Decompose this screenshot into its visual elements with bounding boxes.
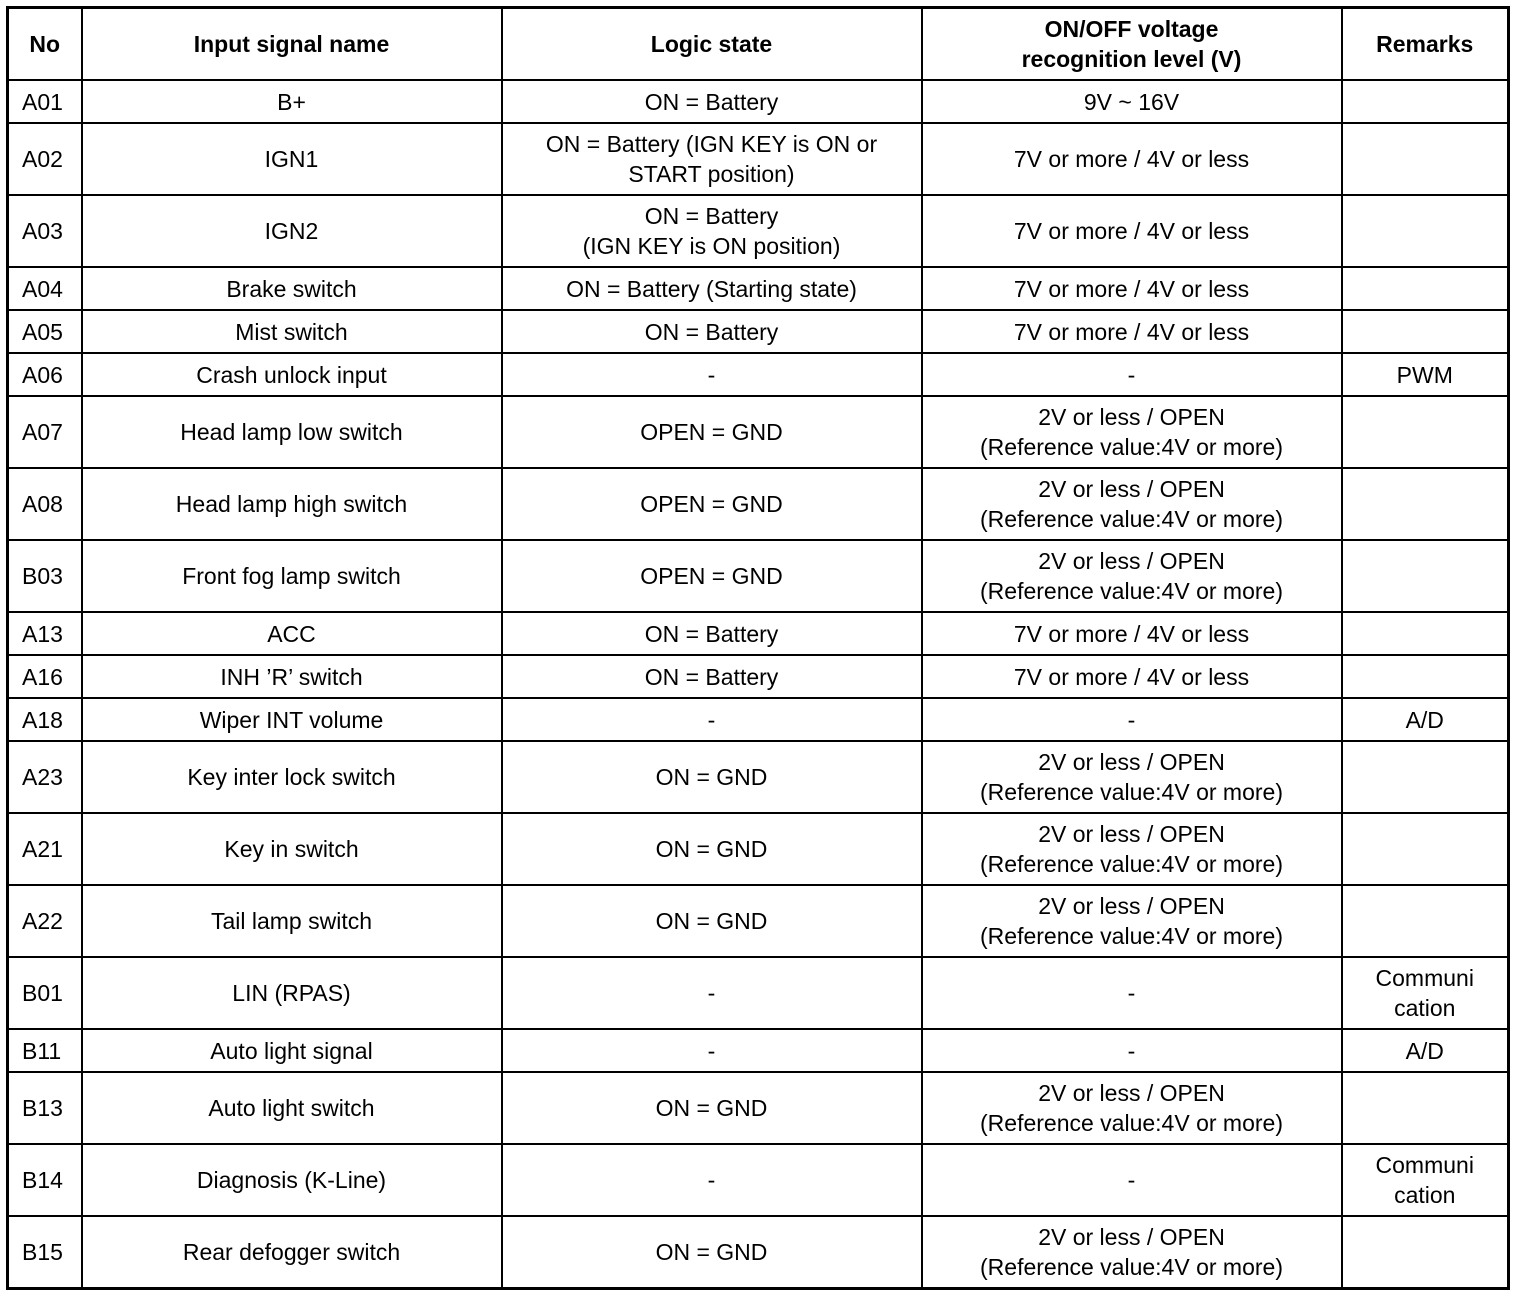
cell-no: A07 (8, 396, 82, 468)
cell-input-signal-name: Mist switch (82, 310, 502, 353)
cell-voltage-level: - (922, 698, 1342, 741)
cell-remarks: A/D (1342, 698, 1509, 741)
cell-logic-state: ON = GND (502, 1216, 922, 1289)
cell-input-signal-name: IGN2 (82, 195, 502, 267)
cell-no: B15 (8, 1216, 82, 1289)
cell-logic-state: ON = Battery (502, 655, 922, 698)
table-row (8, 540, 1509, 612)
cell-no: A06 (8, 353, 82, 396)
cell-input-signal-name: Key in switch (82, 813, 502, 885)
header-logic-state: Logic state (502, 8, 922, 81)
table-row (8, 612, 1509, 655)
cell-no: A02 (8, 123, 82, 195)
header-voltage-level: ON/OFF voltage recognition level (V) (922, 8, 1342, 81)
cell-input-signal-name: LIN (RPAS) (82, 957, 502, 1029)
cell-no: B03 (8, 540, 82, 612)
header-no: No (8, 8, 82, 81)
cell-voltage-level: 2V or less / OPEN (Reference value:4V or more) (922, 468, 1342, 540)
cell-remarks: Communi cation (1342, 957, 1509, 1029)
cell-voltage-level: 2V or less / OPEN (Reference value:4V or more) (922, 741, 1342, 813)
cell-remarks (1342, 80, 1509, 123)
table-row (8, 813, 1509, 885)
cell-logic-state: ON = GND (502, 1072, 922, 1144)
cell-voltage-level: 9V ~ 16V (922, 80, 1342, 123)
table-row (8, 1072, 1509, 1144)
cell-remarks (1342, 267, 1509, 310)
cell-no: A08 (8, 468, 82, 540)
cell-no: B11 (8, 1029, 82, 1072)
cell-no: A01 (8, 80, 82, 123)
cell-logic-state: - (502, 1029, 922, 1072)
table-row (8, 698, 1509, 741)
cell-logic-state: ON = Battery (Starting state) (502, 267, 922, 310)
cell-remarks (1342, 741, 1509, 813)
cell-remarks (1342, 612, 1509, 655)
cell-no: B13 (8, 1072, 82, 1144)
table-row (8, 957, 1509, 1029)
cell-no: A18 (8, 698, 82, 741)
cell-no: A22 (8, 885, 82, 957)
cell-input-signal-name: Auto light signal (82, 1029, 502, 1072)
cell-no: A21 (8, 813, 82, 885)
header-row (8, 8, 1509, 81)
cell-logic-state: ON = Battery (502, 310, 922, 353)
cell-remarks: PWM (1342, 353, 1509, 396)
cell-voltage-level: 7V or more / 4V or less (922, 195, 1342, 267)
cell-input-signal-name: Head lamp high switch (82, 468, 502, 540)
cell-remarks (1342, 885, 1509, 957)
header-remarks: Remarks (1342, 8, 1509, 81)
cell-logic-state: - (502, 698, 922, 741)
cell-voltage-level: 2V or less / OPEN (Reference value:4V or more) (922, 1072, 1342, 1144)
table-row (8, 353, 1509, 396)
cell-logic-state: ON = Battery (IGN KEY is ON position) (502, 195, 922, 267)
cell-input-signal-name: Head lamp low switch (82, 396, 502, 468)
cell-no: A13 (8, 612, 82, 655)
cell-logic-state: ON = Battery (IGN KEY is ON or START position) (502, 123, 922, 195)
cell-logic-state: OPEN = GND (502, 396, 922, 468)
cell-remarks (1342, 468, 1509, 540)
cell-logic-state: - (502, 353, 922, 396)
cell-remarks (1342, 655, 1509, 698)
cell-voltage-level: 2V or less / OPEN (Reference value:4V or more) (922, 885, 1342, 957)
cell-no: A03 (8, 195, 82, 267)
table-row (8, 310, 1509, 353)
cell-input-signal-name: Auto light switch (82, 1072, 502, 1144)
cell-logic-state: OPEN = GND (502, 540, 922, 612)
cell-input-signal-name: INH ’R’ switch (82, 655, 502, 698)
cell-voltage-level: 2V or less / OPEN (Reference value:4V or more) (922, 396, 1342, 468)
table-row (8, 885, 1509, 957)
cell-remarks (1342, 813, 1509, 885)
cell-voltage-level: 7V or more / 4V or less (922, 655, 1342, 698)
table-row (8, 80, 1509, 123)
cell-remarks (1342, 396, 1509, 468)
table-row (8, 468, 1509, 540)
cell-no: A23 (8, 741, 82, 813)
table-row (8, 396, 1509, 468)
cell-logic-state: - (502, 1144, 922, 1216)
cell-input-signal-name: IGN1 (82, 123, 502, 195)
cell-logic-state: ON = GND (502, 741, 922, 813)
cell-voltage-level: 7V or more / 4V or less (922, 267, 1342, 310)
cell-input-signal-name: Diagnosis (K-Line) (82, 1144, 502, 1216)
input-signal-table (6, 6, 1510, 1290)
table-row (8, 741, 1509, 813)
cell-voltage-level: - (922, 353, 1342, 396)
cell-remarks (1342, 1072, 1509, 1144)
cell-logic-state: ON = Battery (502, 80, 922, 123)
table-row (8, 1029, 1509, 1072)
cell-logic-state: ON = Battery (502, 612, 922, 655)
header-input-signal-name: Input signal name (82, 8, 502, 81)
cell-input-signal-name: Key inter lock switch (82, 741, 502, 813)
cell-logic-state: ON = GND (502, 885, 922, 957)
cell-voltage-level: 7V or more / 4V or less (922, 612, 1342, 655)
cell-input-signal-name: ACC (82, 612, 502, 655)
cell-remarks: Communi cation (1342, 1144, 1509, 1216)
cell-voltage-level: 2V or less / OPEN (Reference value:4V or more) (922, 813, 1342, 885)
cell-no: A16 (8, 655, 82, 698)
cell-logic-state: OPEN = GND (502, 468, 922, 540)
table-row (8, 195, 1509, 267)
table-row (8, 1216, 1509, 1289)
cell-no: A05 (8, 310, 82, 353)
cell-input-signal-name: Tail lamp switch (82, 885, 502, 957)
cell-voltage-level: - (922, 957, 1342, 1029)
table-body (8, 80, 1509, 1289)
table-row (8, 1144, 1509, 1216)
cell-voltage-level: - (922, 1029, 1342, 1072)
cell-remarks (1342, 1216, 1509, 1289)
cell-voltage-level: 2V or less / OPEN (Reference value:4V or more) (922, 540, 1342, 612)
cell-no: B14 (8, 1144, 82, 1216)
cell-voltage-level: - (922, 1144, 1342, 1216)
cell-no: A04 (8, 267, 82, 310)
cell-input-signal-name: Front fog lamp switch (82, 540, 502, 612)
cell-input-signal-name: Crash unlock input (82, 353, 502, 396)
cell-voltage-level: 7V or more / 4V or less (922, 123, 1342, 195)
cell-no: B01 (8, 957, 82, 1029)
cell-remarks: A/D (1342, 1029, 1509, 1072)
cell-remarks (1342, 310, 1509, 353)
cell-remarks (1342, 195, 1509, 267)
table-row (8, 123, 1509, 195)
cell-input-signal-name: B+ (82, 80, 502, 123)
cell-input-signal-name: Wiper INT volume (82, 698, 502, 741)
cell-remarks (1342, 123, 1509, 195)
cell-input-signal-name: Rear defogger switch (82, 1216, 502, 1289)
cell-logic-state: ON = GND (502, 813, 922, 885)
cell-remarks (1342, 540, 1509, 612)
cell-voltage-level: 2V or less / OPEN (Reference value:4V or more) (922, 1216, 1342, 1289)
cell-logic-state: - (502, 957, 922, 1029)
cell-voltage-level: 7V or more / 4V or less (922, 310, 1342, 353)
table-row (8, 655, 1509, 698)
table-row (8, 267, 1509, 310)
cell-input-signal-name: Brake switch (82, 267, 502, 310)
